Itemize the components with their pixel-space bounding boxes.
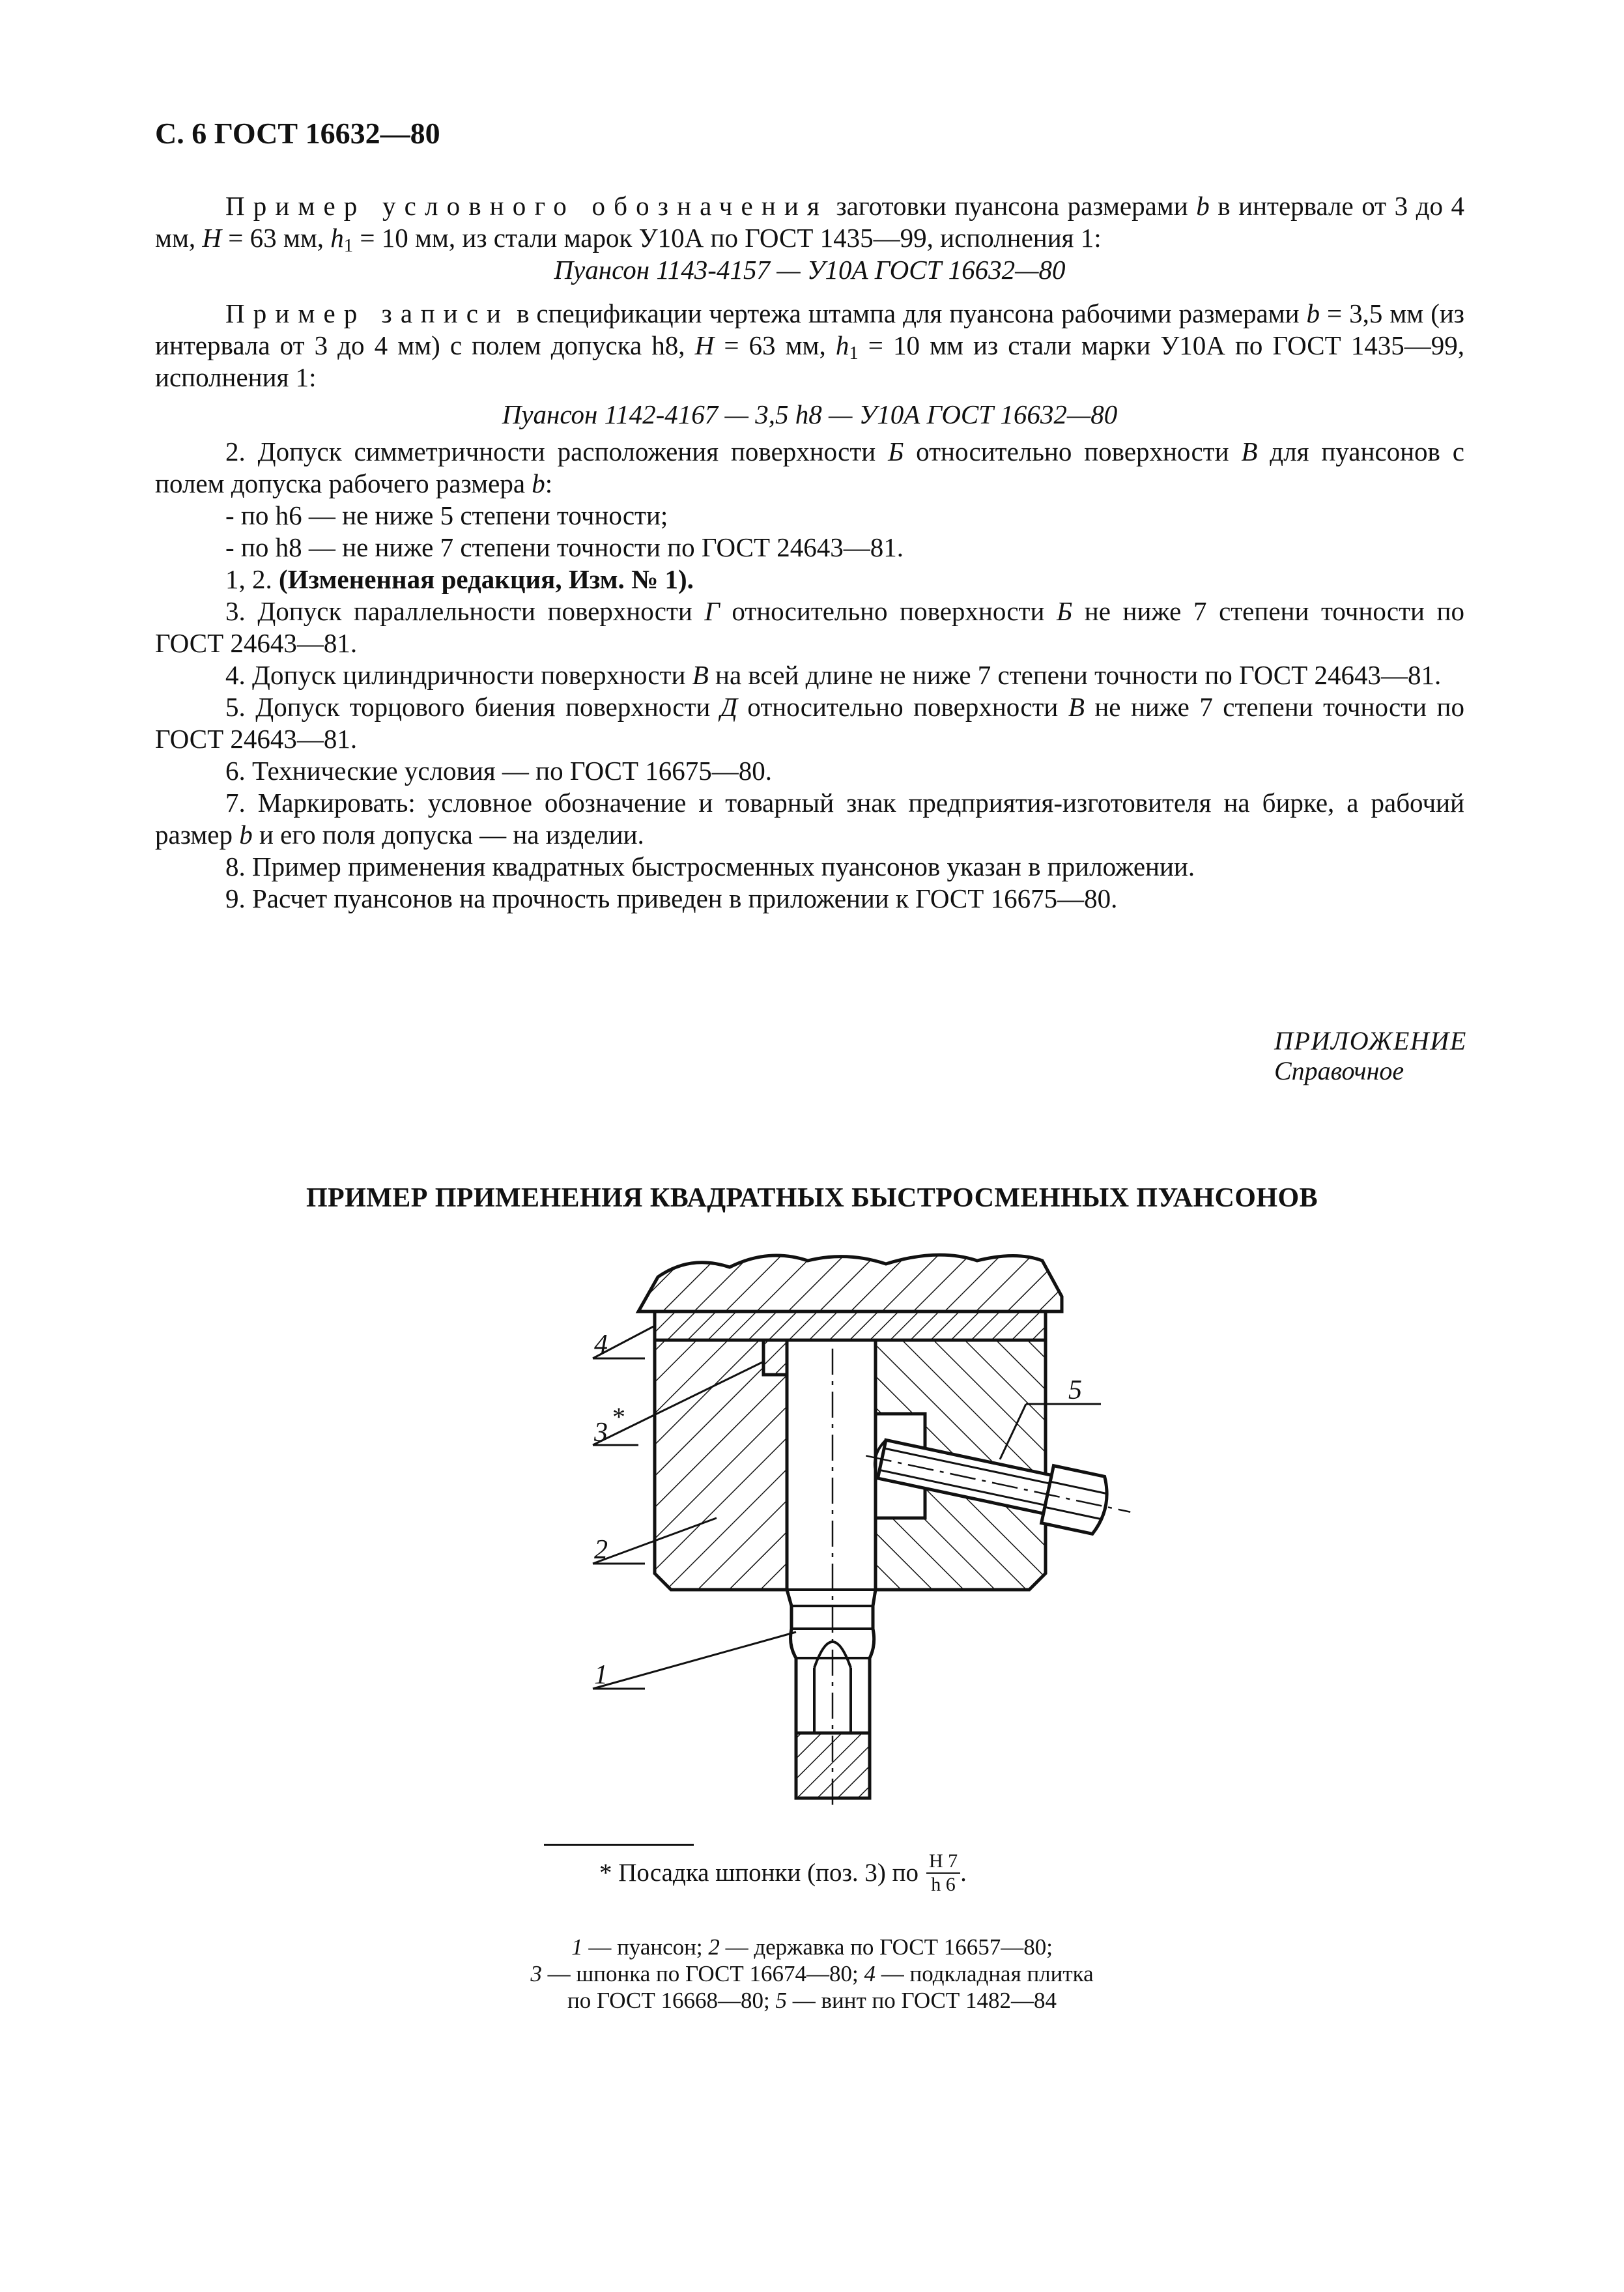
example2-paragraph: Пример записи в спецификации чертежа штампа для пуансона рабочими размерами b = 3,5 мм (из интервала от 3 до 4 мм) с полем допуска h8, H = 63 мм, $h_1 = 10$ мм из стали марки У10А по ГОСТ 1435—99, исполнения 1: bbox=[155, 298, 1465, 392]
fit-fraction: $\frac{H 7}{h 6}$ bbox=[926, 1850, 960, 1896]
press-slide bbox=[638, 1255, 1062, 1311]
appendix-title: ПРИЛОЖЕНИЕ bbox=[1274, 1026, 1467, 1055]
note-1-2: 1, 2. (Измененная редакция, Изм. № 1). bbox=[225, 564, 694, 594]
label-2: 2 bbox=[594, 1535, 608, 1565]
example1-formula: Пуансон 1143-4157 — У10А ГОСТ 16632—80 bbox=[554, 255, 1066, 285]
example2-formula: Пуансон 1142-4167 — 3,5 h8 — У10А ГОСТ 16632—80 bbox=[502, 399, 1118, 429]
item-8: 8. Пример применения квадратных быстросменных пуансонов указан в приложении. bbox=[225, 852, 1195, 881]
item-3: 3. Допуск параллельности поверхности Г относительно поверхности Б не ниже 7 степени точности по ГОСТ 24643—81. bbox=[155, 596, 1464, 658]
example2-lead: Пример записи bbox=[225, 298, 510, 328]
item-2: 2. Допуск симметричности расположения поверхности Б относительно поверхности В для пуансонов с полем допуска рабочего размера b: bbox=[155, 437, 1464, 498]
caption-line-3: по ГОСТ 16668—80; 5 — винт по ГОСТ 1482—84 bbox=[567, 1988, 1057, 2013]
item-4: 4. Допуск цилиндричности поверхности В на всей длине не ниже 7 степени точности по ГОСТ 24643—81. bbox=[225, 660, 1442, 690]
footnote-rule bbox=[544, 1844, 694, 1846]
figure-caption bbox=[0, 1934, 1624, 2014]
section-title: ПРИМЕР ПРИМЕНЕНИЯ КВАДРАТНЫХ БЫСТРОСМЕННЫХ ПУАНСОНОВ bbox=[306, 1183, 1318, 1213]
label-4: 4 bbox=[594, 1330, 608, 1360]
key bbox=[763, 1340, 787, 1375]
page-header: С. 6 ГОСТ 16632—80 bbox=[155, 117, 440, 150]
item-2-dash-1: - по h6 — не ниже 5 степени точности; bbox=[225, 500, 668, 530]
punch-body bbox=[787, 1340, 876, 1798]
example1-paragraph: Пример условного обозначения заготовки пуансона размерами b в интервале от 3 до 4 мм, H = 63 мм, $h_1 = 10$ мм, из стали марок У10А по ГОСТ 1435—99, исполнения 1: bbox=[155, 191, 1464, 257]
example1-lead: Пример условного обозначения bbox=[225, 191, 828, 221]
label-3-star: * bbox=[612, 1402, 625, 1431]
item-6: 6. Технические условия — по ГОСТ 16675—80. bbox=[225, 756, 773, 786]
item-2-dash-2: - по h8 — не ниже 7 степени точности по ГОСТ 24643—81. bbox=[225, 532, 904, 562]
label-5: 5 bbox=[1068, 1375, 1082, 1405]
holder-left bbox=[655, 1340, 787, 1590]
caption-line-2: 3 — шпонка по ГОСТ 16674—80; 4 — подкладная плитка bbox=[530, 1961, 1094, 1986]
footnote: * Посадка шпонки (поз. 3) по $\frac{H 7}{h 6}$ . bbox=[599, 1850, 967, 1895]
appendix-subtitle: Справочное bbox=[1274, 1056, 1404, 1085]
caption-line-1: 1 — пуансон; 2 — державка по ГОСТ 16657—80; bbox=[571, 1934, 1053, 1960]
label-1: 1 bbox=[594, 1660, 608, 1690]
item-9: 9. Расчет пуансонов на прочность приведен в приложении к ГОСТ 16675—80. bbox=[225, 883, 1118, 913]
item-5: 5. Допуск торцового биения поверхности Д относительно поверхности В не ниже 7 степени точности по ГОСТ 24643—81. bbox=[155, 692, 1464, 754]
item-7: 7. Маркировать: условное обозначение и товарный знак предприятия-изготовителя на бирке, а рабочий размер b и его поля допуска — на изделии. bbox=[155, 788, 1464, 850]
backing-plate bbox=[655, 1311, 1046, 1340]
label-3: 3 bbox=[594, 1418, 608, 1448]
